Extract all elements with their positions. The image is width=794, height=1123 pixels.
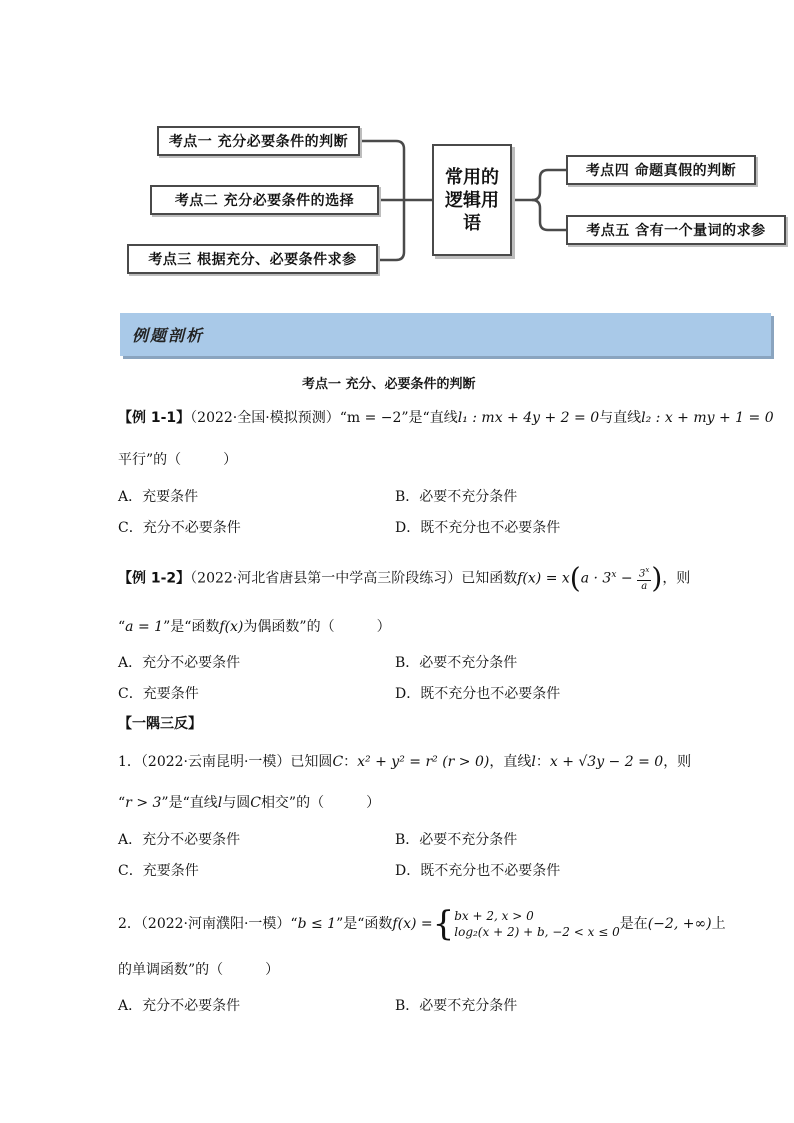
q2-option-a: A．充分不必要条件: [118, 998, 241, 1014]
ex2-option-a: A．充分不必要条件: [118, 655, 241, 671]
ex2-option-c: C．充要条件: [118, 686, 199, 702]
mindmap-item-2: 考点二 充分必要条件的选择: [150, 185, 379, 215]
ex2-option-b: B．必要不充分条件: [395, 655, 518, 671]
q1-option-b: B．必要不充分条件: [395, 832, 518, 848]
ex1-option-c: C．充分不必要条件: [118, 520, 241, 536]
banner-title: 例题剖析: [132, 326, 205, 345]
question-1: 1．（2022·云南昆明·一模）已知圆C：x² + y² = r² (r > 0)，直线l：x + √3y − 2 = 0，则: [118, 754, 692, 770]
section-title: 考点一 充分、必要条件的判断: [302, 377, 476, 392]
example-1-1: 【例 1-1】（2022·全国·模拟预测）“m = −2”是“直线l₁ : mx + 4y + 2 = 0与直线l₂ : x + my + 1 = 0: [118, 410, 774, 426]
ex1-option-a: A．充要条件: [118, 489, 199, 505]
mindmap-center: 常用的逻辑用语: [432, 144, 512, 256]
mindmap-item-5: 考点五 含有一个量词的求参: [566, 215, 786, 245]
mindmap-item-4: 考点四 命题真假的判断: [566, 155, 756, 185]
mindmap-connectors: [0, 0, 794, 300]
q1-option-d: D．既不充分也不必要条件: [395, 863, 561, 879]
example-1-2-line2: “a = 1”是“函数f(x)为偶函数”的（ ）: [118, 619, 391, 635]
section-banner: [120, 313, 771, 356]
ex2-option-d: D．既不充分也不必要条件: [395, 686, 561, 702]
mindmap-item-3: 考点三 根据充分、必要条件求参: [127, 244, 378, 274]
q1-option-a: A．充分不必要条件: [118, 832, 241, 848]
mindmap-item-1: 考点一 充分必要条件的判断: [157, 126, 360, 156]
example-1-1-line2: 平行”的（ ）: [118, 452, 238, 468]
question-1-line2: “r > 3”是“直线l与圆C相交”的（ ）: [118, 795, 381, 811]
example-1-2: 【例 1-2】（2022·河北省唐县第一中学高三阶段练习）已知函数$f(x) = x(a \cdot 3^x$ − $\frac{3^x}{a}$ )，则: [118, 561, 691, 595]
ex1-option-b: B．必要不充分条件: [395, 489, 518, 505]
practice-heading: 【一隅三反】: [118, 716, 202, 732]
q1-option-c: C．充要条件: [118, 863, 199, 879]
q2-option-b: B．必要不充分条件: [395, 998, 518, 1014]
ex1-option-d: D．既不充分也不必要条件: [395, 520, 561, 536]
question-2-line2: 的单调函数”的（ ）: [118, 962, 280, 978]
question-2: 2．（2022·河南濮阳·一模）“b ≤ 1”是“函数f(x) ={ bx + 2, x > 0 log₂(x + 2) + b, −2 < x ≤ 0 是在(−2, +∞)上: [118, 904, 726, 944]
